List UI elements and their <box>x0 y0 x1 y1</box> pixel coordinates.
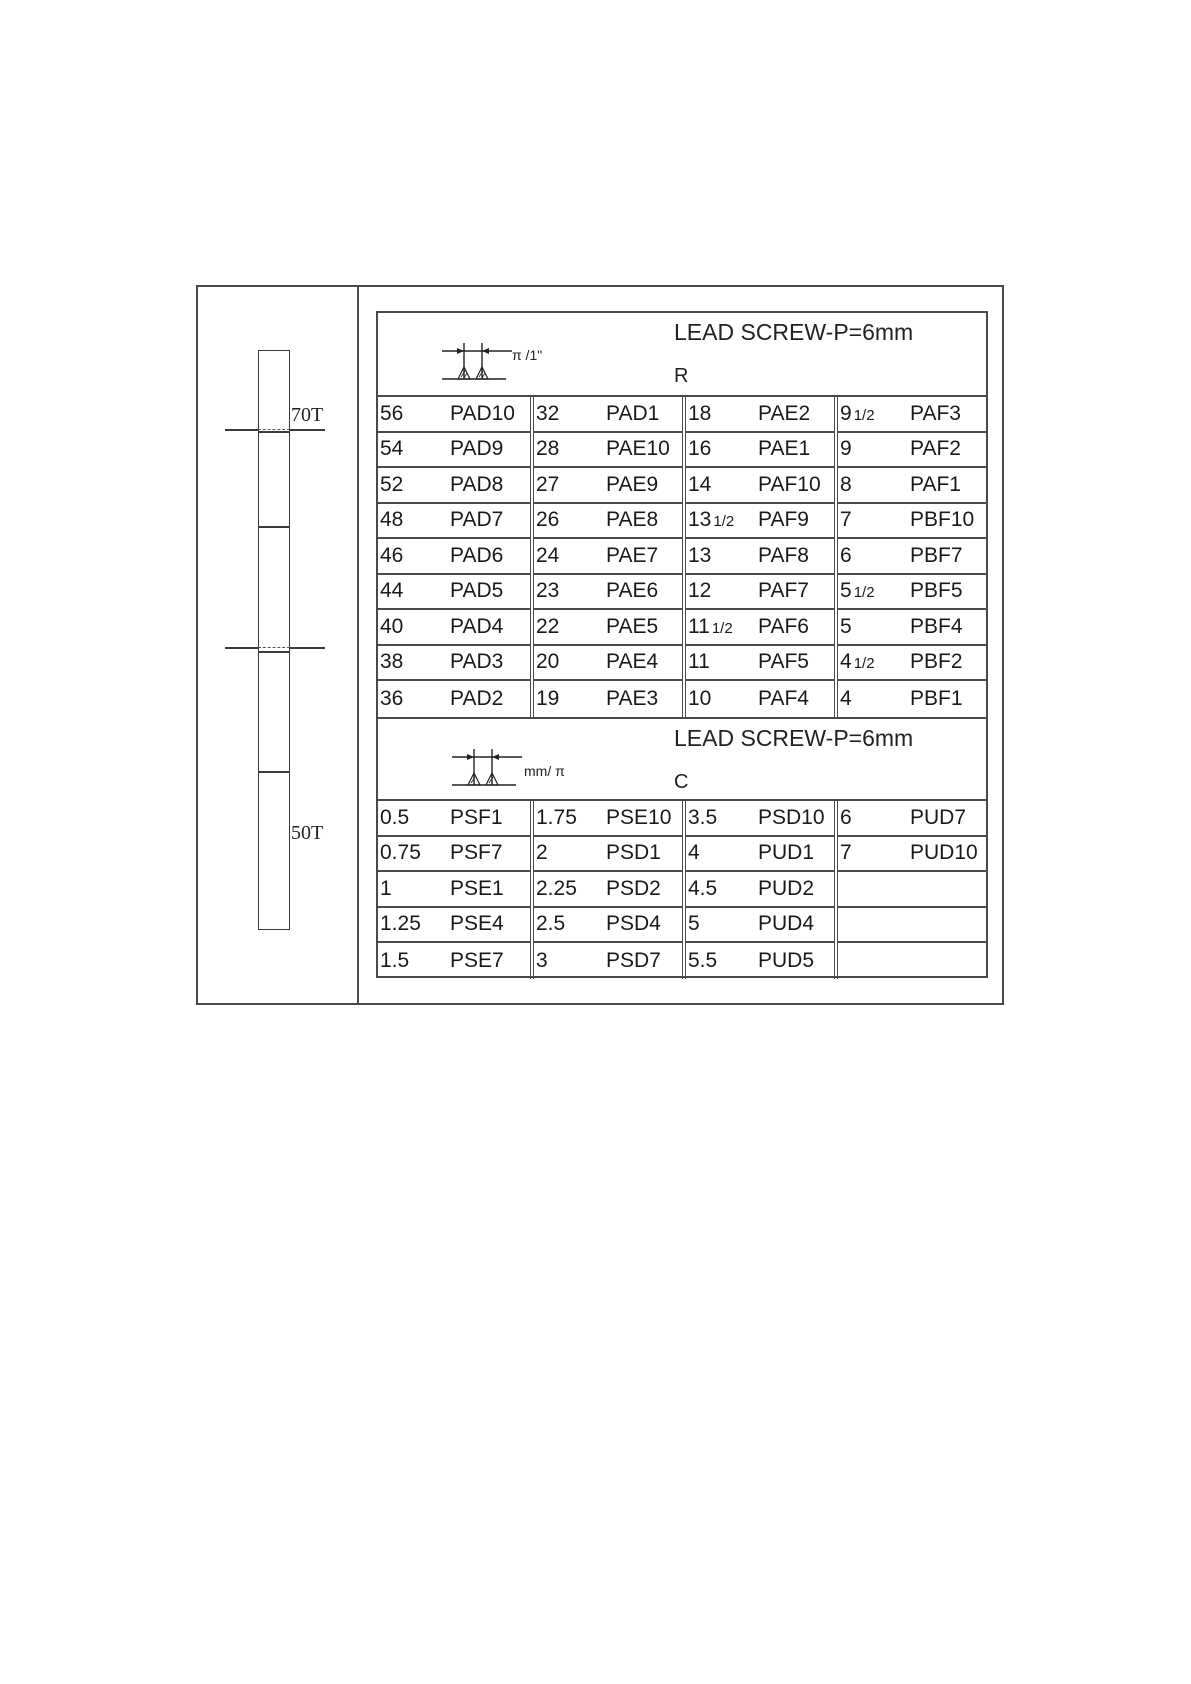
thread-number: 6 <box>840 543 852 567</box>
thread-number: 14 <box>688 472 712 496</box>
table-row <box>534 801 682 837</box>
thread-value <box>686 615 758 639</box>
section-c-letter: C <box>674 771 689 793</box>
thread-value <box>686 841 758 865</box>
thread-number: 4 <box>840 686 852 710</box>
thread-value <box>534 806 606 830</box>
thread-value <box>534 508 606 532</box>
gear-code: PBF10 <box>910 508 975 532</box>
section-c-title: LEAD SCREW-P=6mm <box>674 725 914 751</box>
table-row <box>534 468 682 504</box>
thread-number: 2.25 <box>536 876 577 900</box>
thread-value <box>378 473 450 497</box>
thread-number: 11 <box>688 614 710 638</box>
table-row <box>378 943 530 979</box>
pitch-symbol-label: π /1" <box>512 347 543 363</box>
table-row <box>838 943 986 979</box>
thread-value <box>534 877 606 901</box>
table-row <box>838 908 986 944</box>
thread-value <box>534 841 606 865</box>
thread-number: 36 <box>380 686 404 710</box>
thread-number: 9 <box>840 401 852 425</box>
thread-value <box>686 806 758 830</box>
table-row <box>378 433 530 469</box>
gear-code: PAF3 <box>910 401 961 425</box>
thread-number: 1 <box>380 876 392 900</box>
thread-value <box>686 402 758 426</box>
thread-number: 0.5 <box>380 805 410 829</box>
table-row <box>378 539 530 575</box>
pitch-symbol-label: mm/ π <box>524 763 565 779</box>
gear-label-70t: 70T <box>291 404 324 426</box>
thread-number: 23 <box>536 579 560 603</box>
thread-value <box>534 579 606 603</box>
thread-number: 32 <box>536 401 560 425</box>
table-row <box>686 837 834 873</box>
thread-value <box>838 687 910 711</box>
thread-number: 8 <box>840 472 852 496</box>
table-row <box>838 397 986 433</box>
table-row <box>534 575 682 611</box>
table-row <box>378 504 530 540</box>
gear-label-50t: 50T <box>291 822 324 844</box>
thread-number: 13 <box>688 508 712 532</box>
gear-code: PBF4 <box>910 614 963 638</box>
table-row <box>686 433 834 469</box>
thread-value <box>378 650 450 674</box>
thread-number: 5 <box>840 579 852 603</box>
thread-value <box>686 579 758 603</box>
gear-segment-line <box>259 771 289 773</box>
table-row <box>534 539 682 575</box>
thread-value <box>686 912 758 936</box>
gear-code: PAD7 <box>450 508 504 532</box>
thread-number: 22 <box>536 614 560 638</box>
thread-number: 1.75 <box>536 805 577 829</box>
table-row <box>838 646 986 682</box>
thread-value <box>534 650 606 674</box>
table-row <box>378 681 530 717</box>
gear-code: PSF1 <box>450 805 503 829</box>
thread-number: 10 <box>688 686 712 710</box>
thread-number: 2.5 <box>536 912 566 936</box>
thread-fraction: 1/2 <box>853 584 875 602</box>
table-row <box>838 681 986 717</box>
thread-number: 16 <box>688 437 712 461</box>
thread-number: 9 <box>840 437 852 461</box>
table-column <box>530 801 682 979</box>
thread-value <box>838 402 910 426</box>
table-row <box>534 681 682 717</box>
table-row <box>686 397 834 433</box>
gear-marker-line <box>225 647 258 649</box>
gear-code: PAD10 <box>450 401 515 425</box>
table-row <box>686 908 834 944</box>
table-row <box>534 433 682 469</box>
thread-number: 54 <box>380 437 404 461</box>
thread-value <box>838 437 910 461</box>
table-row <box>534 504 682 540</box>
thread-chart-frame <box>196 285 1004 1005</box>
thread-number: 3 <box>536 948 548 972</box>
thread-value <box>686 687 758 711</box>
gear-code: PSD10 <box>758 805 825 829</box>
gear-code: PAF8 <box>758 543 809 567</box>
gear-code: PAE5 <box>606 614 659 638</box>
gear-code: PAE10 <box>606 437 670 461</box>
thread-number: 28 <box>536 437 560 461</box>
gear-code: PBF2 <box>910 650 963 674</box>
thread-number: 7 <box>840 841 852 865</box>
table-column <box>834 801 986 979</box>
thread-value <box>838 473 910 497</box>
thread-number: 4.5 <box>688 876 718 900</box>
gear-code: PAF7 <box>758 579 809 603</box>
gear-code: PAF5 <box>758 650 809 674</box>
thread-value <box>838 615 910 639</box>
thread-value <box>534 544 606 568</box>
gear-code: PSD1 <box>606 841 661 865</box>
table-row <box>686 801 834 837</box>
table-row <box>838 468 986 504</box>
thread-number: 56 <box>380 401 404 425</box>
gear-code: PAE1 <box>758 437 811 461</box>
thread-number: 40 <box>380 614 404 638</box>
thread-value <box>378 402 450 426</box>
table-row <box>534 943 682 979</box>
gear-code: PUD5 <box>758 948 815 972</box>
gear-code: PAF10 <box>758 472 821 496</box>
thread-value <box>378 687 450 711</box>
thread-value <box>686 949 758 973</box>
thread-value <box>378 806 450 830</box>
table-row <box>686 681 834 717</box>
thread-value <box>686 473 758 497</box>
thread-fraction: 1/2 <box>711 619 733 637</box>
gear-code: PUD2 <box>758 876 815 900</box>
gear-code: PAD2 <box>450 686 504 710</box>
table-row <box>686 504 834 540</box>
gear-code: PAE9 <box>606 472 659 496</box>
table-row <box>378 872 530 908</box>
gear-code: PAE3 <box>606 686 659 710</box>
gear-segment-line <box>259 651 289 653</box>
thread-value <box>686 650 758 674</box>
thread-value <box>686 544 758 568</box>
thread-value <box>838 579 910 603</box>
thread-number: 7 <box>840 508 852 532</box>
gear-code: PAD3 <box>450 650 504 674</box>
thread-number: 5 <box>840 614 852 638</box>
thread-number: 6 <box>840 805 852 829</box>
section-r-header <box>378 313 986 397</box>
gear-code: PAD4 <box>450 614 504 638</box>
thread-value <box>378 877 450 901</box>
gear-code: PUD7 <box>910 805 967 829</box>
table-row <box>838 504 986 540</box>
thread-number: 5 <box>688 912 700 936</box>
thread-value <box>378 437 450 461</box>
gear-code: PAD9 <box>450 437 504 461</box>
gear-code: PSE4 <box>450 912 504 936</box>
table-row <box>838 539 986 575</box>
thread-value <box>838 508 910 532</box>
gear-code: PAF4 <box>758 686 809 710</box>
table-row <box>838 575 986 611</box>
thread-number: 26 <box>536 508 560 532</box>
thread-value <box>686 437 758 461</box>
thread-number: 1.25 <box>380 912 421 936</box>
pitch-symbol-icon <box>452 749 592 789</box>
table-row <box>838 872 986 908</box>
thread-number: 48 <box>380 508 404 532</box>
gear-code: PAF1 <box>910 472 961 496</box>
gear-code: PAF6 <box>758 614 809 638</box>
gear-marker-line <box>290 647 325 649</box>
thread-number: 13 <box>688 543 712 567</box>
thread-value <box>534 949 606 973</box>
gear-code: PUD10 <box>910 841 978 865</box>
thread-number: 19 <box>536 686 560 710</box>
table-row <box>534 837 682 873</box>
gear-marker-dash <box>258 429 290 430</box>
thread-fraction: 1/2 <box>713 513 735 531</box>
table-row <box>378 837 530 873</box>
thread-number: 2 <box>536 841 548 865</box>
gear-marker-line <box>290 429 325 431</box>
thread-number: 20 <box>536 650 560 674</box>
thread-value <box>838 806 910 830</box>
gear-code: PAD6 <box>450 543 504 567</box>
table-column <box>682 801 834 979</box>
thread-number: 12 <box>688 579 712 603</box>
section-c-grid <box>378 801 986 976</box>
table-row <box>534 872 682 908</box>
gear-code: PAE4 <box>606 650 659 674</box>
thread-value <box>686 877 758 901</box>
gear-code: PAF2 <box>910 437 961 461</box>
gear-code: PAE7 <box>606 543 659 567</box>
thread-number: 24 <box>536 543 560 567</box>
gear-marker-line <box>225 429 258 431</box>
gear-code: PBF7 <box>910 543 963 567</box>
thread-value <box>534 402 606 426</box>
gear-code: PAE6 <box>606 579 659 603</box>
thread-value <box>378 544 450 568</box>
table-row <box>378 908 530 944</box>
thread-value <box>838 544 910 568</box>
gear-code: PUD4 <box>758 912 815 936</box>
thread-value <box>534 437 606 461</box>
table-row <box>686 468 834 504</box>
thread-value <box>838 650 910 674</box>
table-row <box>686 575 834 611</box>
thread-number: 4 <box>688 841 700 865</box>
table-row <box>378 575 530 611</box>
table-row <box>534 397 682 433</box>
gear-code: PAD5 <box>450 579 504 603</box>
gear-segment-line <box>259 431 289 433</box>
gear-code: PSD4 <box>606 912 661 936</box>
table-column <box>378 397 530 717</box>
thread-value <box>534 687 606 711</box>
gear-shaft <box>258 350 290 930</box>
section-r-title: LEAD SCREW-P=6mm <box>674 319 914 345</box>
thread-value <box>378 949 450 973</box>
thread-value <box>378 579 450 603</box>
table-row <box>838 433 986 469</box>
thread-fraction: 1/2 <box>853 406 875 424</box>
section-r-grid <box>378 397 986 717</box>
table-row <box>534 610 682 646</box>
gear-segment-line <box>259 526 289 528</box>
section-r-letter: R <box>674 365 689 387</box>
pitch-symbol-icon <box>442 343 582 383</box>
section-c-header <box>378 717 986 801</box>
thread-number: 44 <box>380 579 404 603</box>
table-row <box>838 610 986 646</box>
thread-value <box>378 841 450 865</box>
gear-code: PSE1 <box>450 876 504 900</box>
gear-code: PBF1 <box>910 686 963 710</box>
gear-code: PAE2 <box>758 401 811 425</box>
table-row <box>686 539 834 575</box>
gear-code: PBF5 <box>910 579 963 603</box>
thread-value <box>378 615 450 639</box>
table-row <box>378 468 530 504</box>
thread-value <box>838 841 910 865</box>
table-column <box>682 397 834 717</box>
thread-value <box>378 912 450 936</box>
table-row <box>378 801 530 837</box>
gear-code: PUD1 <box>758 841 815 865</box>
thread-value <box>534 912 606 936</box>
thread-number: 3.5 <box>688 805 718 829</box>
thread-number: 4 <box>840 650 852 674</box>
table-row <box>838 837 986 873</box>
table-row <box>378 610 530 646</box>
gear-code: PSF7 <box>450 841 503 865</box>
table-row <box>838 801 986 837</box>
table-column <box>530 397 682 717</box>
thread-number: 38 <box>380 650 404 674</box>
gear-code: PAF9 <box>758 508 809 532</box>
thread-value <box>534 615 606 639</box>
thread-number: 0.75 <box>380 841 421 865</box>
thread-number: 46 <box>380 543 404 567</box>
table-row <box>378 646 530 682</box>
table-row <box>686 872 834 908</box>
thread-number: 52 <box>380 472 404 496</box>
gear-code: PAD1 <box>606 401 660 425</box>
thread-value <box>534 473 606 497</box>
thread-number: 1.5 <box>380 948 410 972</box>
thread-number: 27 <box>536 472 560 496</box>
gear-code: PSE7 <box>450 948 504 972</box>
table-row <box>378 397 530 433</box>
gear-code: PAD8 <box>450 472 504 496</box>
thread-number: 18 <box>688 401 712 425</box>
table-row <box>534 646 682 682</box>
thread-fraction: 1/2 <box>853 655 875 673</box>
gear-code: PSD2 <box>606 876 661 900</box>
thread-table <box>376 311 988 978</box>
table-row <box>686 943 834 979</box>
gear-code: PSE10 <box>606 805 672 829</box>
thread-number: 5.5 <box>688 948 718 972</box>
frame-divider <box>357 287 359 1003</box>
thread-value <box>378 508 450 532</box>
table-row <box>686 646 834 682</box>
thread-value <box>686 508 758 532</box>
gear-marker-dash <box>258 647 290 648</box>
table-column <box>378 801 530 979</box>
table-column <box>834 397 986 717</box>
table-row <box>534 908 682 944</box>
table-row <box>686 610 834 646</box>
thread-number: 11 <box>688 650 710 674</box>
gear-code: PAE8 <box>606 508 659 532</box>
gear-code: PSD7 <box>606 948 661 972</box>
